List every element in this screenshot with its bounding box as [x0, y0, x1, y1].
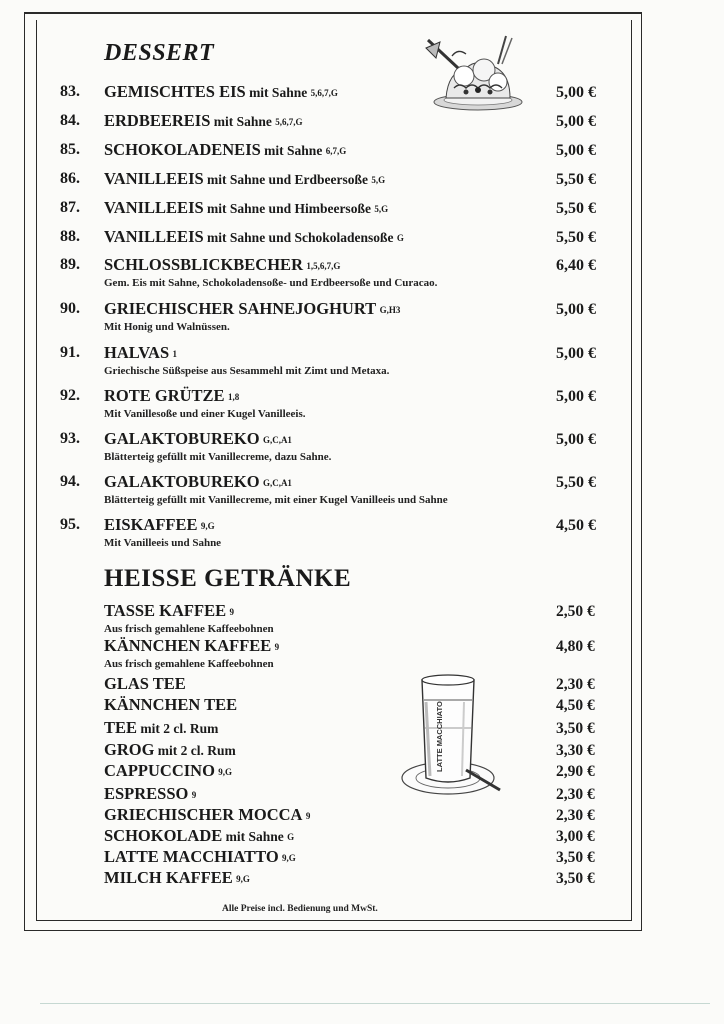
item-description: Mit Vanillesoße und einer Kugel Vanilleeis. [104, 408, 306, 420]
item-name-line [104, 429, 292, 449]
item-name: MILCH KAFFEE [104, 868, 233, 887]
item-description: Blätterteig gefüllt mit Vanillecreme, mit einer Kugel Vanilleeis und Sahne [104, 494, 448, 506]
item-name: HALVAS [104, 343, 170, 362]
item-price: 6,40 € [556, 257, 596, 274]
item-name: ROTE GRÜTZE [104, 386, 225, 405]
allergen-codes: 9,G [200, 521, 215, 531]
item-subtitle: mit Sahne [222, 829, 288, 844]
item-price: 3,00 € [556, 828, 595, 845]
item-name-line [104, 343, 177, 363]
item-number: 90. [60, 300, 80, 317]
item-description: Aus frisch gemahlene Kaffeebohnen [104, 623, 274, 635]
item-subtitle: mit Sahne und Erdbeersoße [203, 172, 372, 187]
item-subtitle: mit 2 cl. Rum [154, 743, 236, 758]
allergen-codes: 6,7,G [325, 146, 347, 156]
item-price: 3,50 € [556, 849, 595, 866]
item-name-line [104, 472, 292, 492]
item-number: 92. [60, 387, 80, 404]
item-price: 5,00 € [556, 431, 596, 448]
item-name: KÄNNCHEN KAFFEE [104, 636, 272, 655]
item-name-line [104, 674, 186, 694]
allergen-codes: G [396, 233, 404, 243]
allergen-codes: G,H3 [379, 305, 401, 315]
item-description: Griechische Süßspeise aus Sesammehl mit Zimt und Metaxa. [104, 365, 390, 377]
item-name-line [104, 718, 218, 738]
item-price: 5,50 € [556, 200, 596, 217]
item-subtitle: mit Sahne [260, 143, 326, 158]
latte-macchiato-glass-illustration [400, 672, 504, 804]
item-name: GRIECHISCHER MOCCA [104, 805, 303, 824]
item-name-line [104, 695, 237, 715]
allergen-codes: 9 [229, 607, 234, 617]
item-price: 5,50 € [556, 171, 596, 188]
item-name-line [104, 784, 196, 804]
item-price: 4,50 € [556, 517, 596, 534]
item-name: ESPRESSO [104, 784, 189, 803]
item-name: VANILLEEIS [104, 227, 204, 246]
item-name: EISKAFFEE [104, 515, 198, 534]
item-name: GALAKTOBUREKO [104, 472, 260, 491]
item-subtitle: mit 2 cl. Rum [137, 721, 219, 736]
allergen-codes: 5,G [374, 204, 389, 214]
allergen-codes: 5,6,7,G [310, 88, 338, 98]
allergen-codes: 1 [172, 349, 177, 359]
dessert-section-title: DESSERT [104, 40, 215, 66]
item-name-line [104, 515, 215, 535]
item-name-line [104, 140, 346, 160]
allergen-codes: 5,6,7,G [275, 117, 303, 127]
item-price: 5,50 € [556, 229, 596, 246]
item-price: 5,50 € [556, 474, 596, 491]
item-number: 93. [60, 430, 80, 447]
item-name: CAPPUCCINO [104, 761, 215, 780]
item-number: 88. [60, 228, 80, 245]
item-number: 87. [60, 199, 80, 216]
item-price: 3,30 € [556, 742, 595, 759]
item-name: LATTE MACCHIATTO [104, 847, 279, 866]
item-name: GRIECHISCHER SAHNEJOGHURT [104, 299, 377, 318]
item-name: TEE [104, 718, 138, 737]
item-name-line [104, 227, 404, 247]
item-name: GROG [104, 740, 155, 759]
item-price: 5,00 € [556, 345, 596, 362]
ice-cream-sundae-illustration [418, 28, 530, 114]
item-price: 3,50 € [556, 870, 595, 887]
item-price: 2,90 € [556, 763, 595, 780]
item-number: 83. [60, 83, 80, 100]
item-name: VANILLEEIS [104, 169, 204, 188]
item-subtitle: mit Sahne und Schokoladensoße [203, 230, 397, 245]
item-price: 5,00 € [556, 113, 596, 130]
allergen-codes: G,C,A1 [262, 435, 292, 445]
item-price: 5,00 € [556, 84, 596, 101]
item-name-line [104, 761, 232, 781]
allergen-codes: 9,G [282, 853, 296, 863]
item-name-line [104, 169, 385, 189]
item-name: GEMISCHTES EIS [104, 82, 246, 101]
item-name-line [104, 255, 340, 275]
item-description: Aus frisch gemahlene Kaffeebohnen [104, 658, 274, 670]
allergen-codes: G,C,A1 [262, 478, 292, 488]
hot-drinks-section-title: HEISSE GETRÄNKE [104, 565, 352, 592]
item-description: Blätterteig gefüllt mit Vanillecreme, dazu Sahne. [104, 451, 332, 463]
item-number: 95. [60, 516, 80, 533]
item-price: 4,80 € [556, 638, 595, 655]
item-price: 4,50 € [556, 697, 595, 714]
item-number: 94. [60, 473, 80, 490]
item-price: 2,30 € [556, 786, 595, 803]
item-price: 3,50 € [556, 720, 595, 737]
item-description: Mit Honig und Walnüssen. [104, 321, 230, 333]
item-price: 2,30 € [556, 676, 595, 693]
item-name-line [104, 826, 294, 846]
allergen-codes: 9,G [218, 767, 233, 777]
item-name: GLAS TEE [104, 674, 186, 693]
allergen-codes: 1,5,6,7,G [306, 261, 341, 271]
item-name-line [104, 740, 236, 760]
item-name-line [104, 868, 250, 888]
item-name-line [104, 198, 388, 218]
allergen-codes: 9 [274, 642, 280, 652]
allergen-codes: 5,G [371, 175, 386, 185]
item-description: Gem. Eis mit Sahne, Schokoladensoße- und Erdbeersoße und Curacao. [104, 277, 438, 289]
allergen-codes: G [287, 832, 295, 842]
allergen-codes: 9 [305, 811, 311, 821]
item-price: 2,50 € [556, 603, 595, 620]
allergen-codes: 9 [191, 790, 197, 800]
item-price: 5,00 € [556, 142, 596, 159]
item-description: Mit Vanilleeis und Sahne [104, 537, 222, 549]
item-name: SCHLOSSBLICKBECHER [104, 255, 303, 274]
item-subtitle: mit Sahne [210, 114, 276, 129]
allergen-codes: 9,G [236, 874, 250, 884]
item-name: SCHOKOLADENEIS [104, 140, 261, 159]
item-number: 84. [60, 112, 80, 129]
item-name-line [104, 299, 400, 319]
item-name: ERDBEEREIS [104, 111, 211, 130]
item-name-line [104, 386, 239, 406]
item-number: 89. [60, 256, 80, 273]
item-name-line [104, 847, 296, 867]
glass-label-text: LATTE MACCHIATO [435, 701, 444, 772]
price-footnote: Alle Preise incl. Bedienung und MwSt. [222, 904, 378, 914]
item-price: 5,00 € [556, 388, 596, 405]
item-name: GALAKTOBUREKO [104, 429, 260, 448]
item-price: 2,30 € [556, 807, 595, 824]
item-price: 5,00 € [556, 301, 596, 318]
item-number: 86. [60, 170, 80, 187]
item-name-line [104, 111, 303, 131]
item-subtitle: mit Sahne und Himbeersoße [203, 201, 375, 216]
item-name-line [104, 601, 234, 621]
item-subtitle: mit Sahne [245, 85, 311, 100]
allergen-codes: 1,8 [227, 392, 240, 402]
item-name: KÄNNCHEN TEE [104, 695, 238, 714]
page-bottom-rule [40, 1003, 710, 1004]
item-name: VANILLEEIS [104, 198, 204, 217]
item-number: 85. [60, 141, 80, 158]
item-number: 91. [60, 344, 80, 361]
item-name-line [104, 636, 279, 656]
item-name-line [104, 805, 310, 825]
item-name-line [104, 82, 338, 102]
item-name: SCHOKOLADE [104, 826, 223, 845]
item-name: TASSE KAFFEE [104, 601, 227, 620]
